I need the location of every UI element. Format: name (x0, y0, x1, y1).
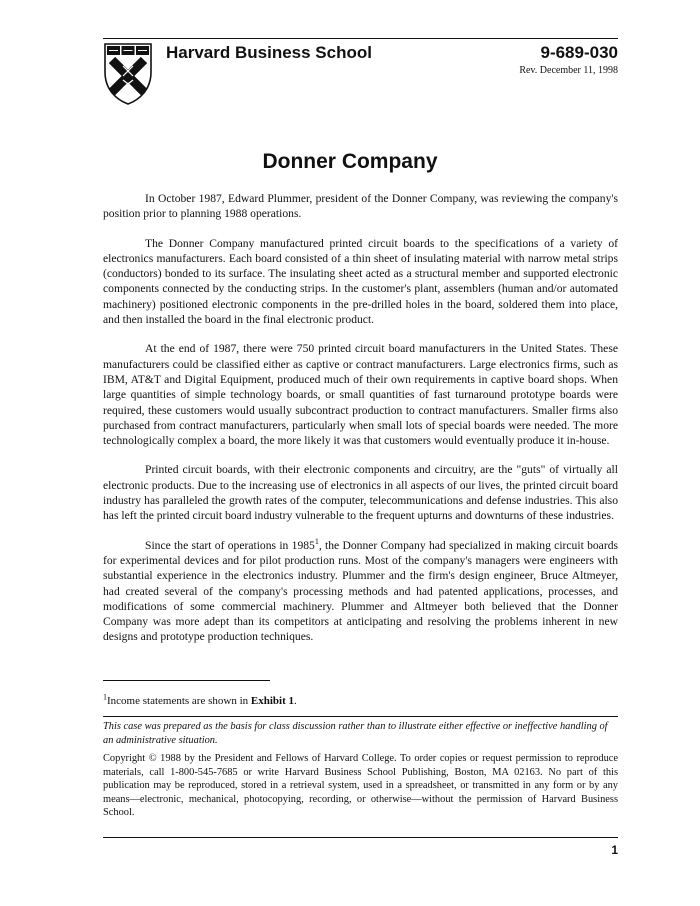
footnote-rule (103, 680, 270, 681)
footnote-end: . (294, 695, 297, 707)
school-name: Harvard Business School (166, 43, 372, 62)
harvard-shield-icon (103, 42, 153, 106)
case-number: 9-689-030 (540, 43, 618, 62)
footnote-text: Income statements are shown in (107, 695, 251, 707)
paragraph: In October 1987, Edward Plummer, president of the Donner Company, was reviewing the company's position prior to planning 1988 operations. (103, 192, 618, 221)
footer-rule (103, 837, 618, 838)
footnote-marker: 1 (103, 692, 107, 702)
paragraph: The Donner Company manufactured printed circuit boards to the specifications of a variety of electronics manufacturers. Each board consisted of a thin sheet of insulating material with narrow metal strips (conductors) bonded to its surface. The insulating sheet acted as a structural member and supported electronic components connected by the conducting strips. In the customer's plant, assemblers (human and/or automated machinery) positioned electronic components in the pre-drilled holes in the board, soldered them into place, and then installed the board in the final electronic product. (103, 236, 618, 327)
exhibit-reference[interactable]: Exhibit 1 (250, 695, 294, 707)
footnote-ref[interactable]: 1 (314, 536, 319, 546)
revision-date: Rev. December 11, 1998 (519, 65, 618, 76)
header-rule (103, 38, 618, 39)
paragraph-text: Since the start of operations in 1985 (145, 538, 315, 552)
page-number: 1 (611, 843, 618, 857)
disclaimer: This case was prepared as the basis for class discussion rather than to illustrate either effective or ineffective handling of an administrative situation. (103, 721, 608, 746)
paragraph (103, 538, 618, 645)
paragraph: Printed circuit boards, with their electronic components and circuitry, are the "guts" of virtually all electronic products. Due to the increasing use of electronics in all aspects of our lives, the printed circuit board industry has paralleled the growth rates of the computer, telecommunications and defense industries. This also has left the printed circuit board industry vulnerable to the frequent upturns and downturns of these industries. (103, 463, 618, 523)
case-title: Donner Company (262, 150, 438, 173)
case-body (103, 191, 618, 659)
disclaimer-rule (103, 716, 618, 717)
paragraph-text: , the Donner Company had specialized in making circuit boards for experimental devices and for pilot production runs. Most of the company's managers were engineers with substantial experience in the electronics industry. Plummer and the firm's design engineer, Bruce Altmeyer, had created several of the company's processing methods and had patented applications, processes, and modifications of some commercial machinery. Plummer and Altmeyer both believed that the Donner Company was more adept than its competitors at anticipating and resolving the problems inherent in new designs and prototype production techniques. (103, 538, 618, 644)
copyright-notice: Copyright © 1988 by the President and Fellows of Harvard College. To order copies or request permission to reproduce materials, call 1-800-545-7685 or write Harvard Business School Publishing, Boston, MA 02163. No part of this publication may be reproduced, stored in a retrieval system, used in a spreadsheet, or transmitted in any form or by any means—electronic, mechanical, photocopying, recording, or otherwise—without the permission of Harvard Business School. (103, 753, 618, 819)
paragraph: At the end of 1987, there were 750 printed circuit board manufacturers in the United States. These manufacturers could be classified either as captive or contract manufacturers. Large electronics firms, such as IBM, AT&T and Digital Equipment, produced much of their own requirements in captive board shops. When large quantities of simple technology boards, or small quantities of fast turnaround prototype boards were required, these customers would usually subcontract production to contract manufacturers. Smaller firms also purchased from contract manufacturers, particularly when small lots of special boards were needed. The more technologically complex a board, the more likely it was that customers would eventually produce it in-house. (103, 342, 618, 448)
footnote (103, 692, 297, 707)
